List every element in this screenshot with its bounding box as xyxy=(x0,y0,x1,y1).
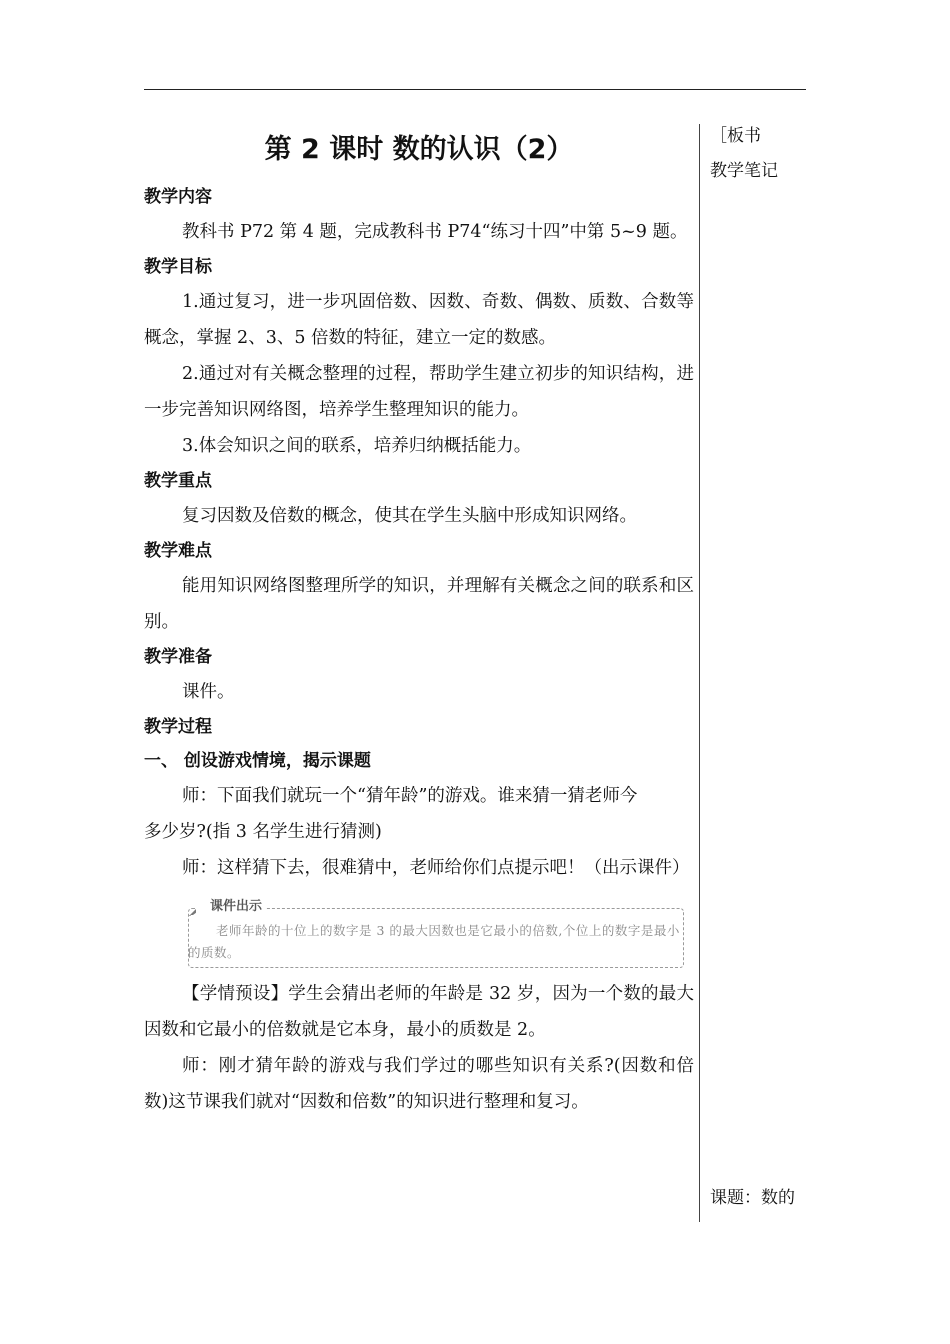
margin-divider xyxy=(699,124,700,1222)
heading-teaching-content: 教学内容 xyxy=(144,187,212,207)
courseware-box xyxy=(186,896,684,968)
goal-item-1: 1.通过复习，进一步巩固倍数、因数、奇数、偶数、质数、合数等概念，掌握 2、3、5 倍数的特征，建立一定的数感。 xyxy=(144,292,694,348)
goal-item-2: 2.通过对有关概念整理的过程，帮助学生建立初步的知识结构，进一步完善知识网络图，培养学生整理知识的能力。 xyxy=(144,364,694,420)
teacher-line-3: 师：刚才猜年龄的游戏与我们学过的哪些知识有关系?(因数和倍数)这节课我们就对“因数和倍数”的知识进行整理和复习。 xyxy=(144,1056,694,1112)
preparation-text: 课件。 xyxy=(182,682,235,702)
side-notes-label: 教学笔记 xyxy=(710,161,778,181)
courseware-text: 老师年龄的十位上的数字是 3 的最大因数也是它最小的倍数,个位上的数字是最小的质数。 xyxy=(188,923,680,960)
page-title: 第 2 课时 数的认识（2） xyxy=(264,134,574,165)
heading-difficult-points: 教学难点 xyxy=(144,541,212,561)
heading-teaching-goals: 教学目标 xyxy=(144,257,212,277)
teaching-content-text: 教科书 P72 第 4 题，完成教科书 P74“练习十四”中第 5~9 题。 xyxy=(182,222,688,242)
key-points-text: 复习因数及倍数的概念，使其在学生头脑中形成知识网络。 xyxy=(182,506,637,526)
difficult-points-text: 能用知识网络图整理所学的知识，并理解有关概念之间的联系和区别。 xyxy=(144,576,694,632)
heading-preparation: 教学准备 xyxy=(144,647,212,667)
side-topic-label: 课题：数的 xyxy=(710,1188,795,1208)
heading-key-points: 教学重点 xyxy=(144,471,212,491)
lesson-body xyxy=(144,124,694,1120)
goal-item-3: 3.体会知识之间的联系，培养归纳概括能力。 xyxy=(182,436,532,456)
heading-teaching-process: 教学过程 xyxy=(144,717,212,737)
teacher-line-1a: 师：下面我们就玩一个“猜年龄”的游戏。谁来猜一猜老师今 xyxy=(182,786,638,806)
courseware-label: 课件出示 xyxy=(196,896,266,918)
side-board-label: ［板书 xyxy=(710,126,761,146)
step-1-heading: 一、 创设游戏情境，揭示课题 xyxy=(144,751,371,771)
learning-preset: 【学情预设】学生会猜出老师的年龄是 32 岁，因为一个数的最大因数和它最小的倍数就是它本身，最小的质数是 2。 xyxy=(144,984,694,1040)
teacher-line-1b: 多少岁?(指 3 名学生进行猜测) xyxy=(144,822,382,842)
header-rule xyxy=(144,89,806,90)
teacher-line-2: 师：这样猜下去，很难猜中，老师给你们点提示吧！（出示课件） xyxy=(182,858,690,878)
